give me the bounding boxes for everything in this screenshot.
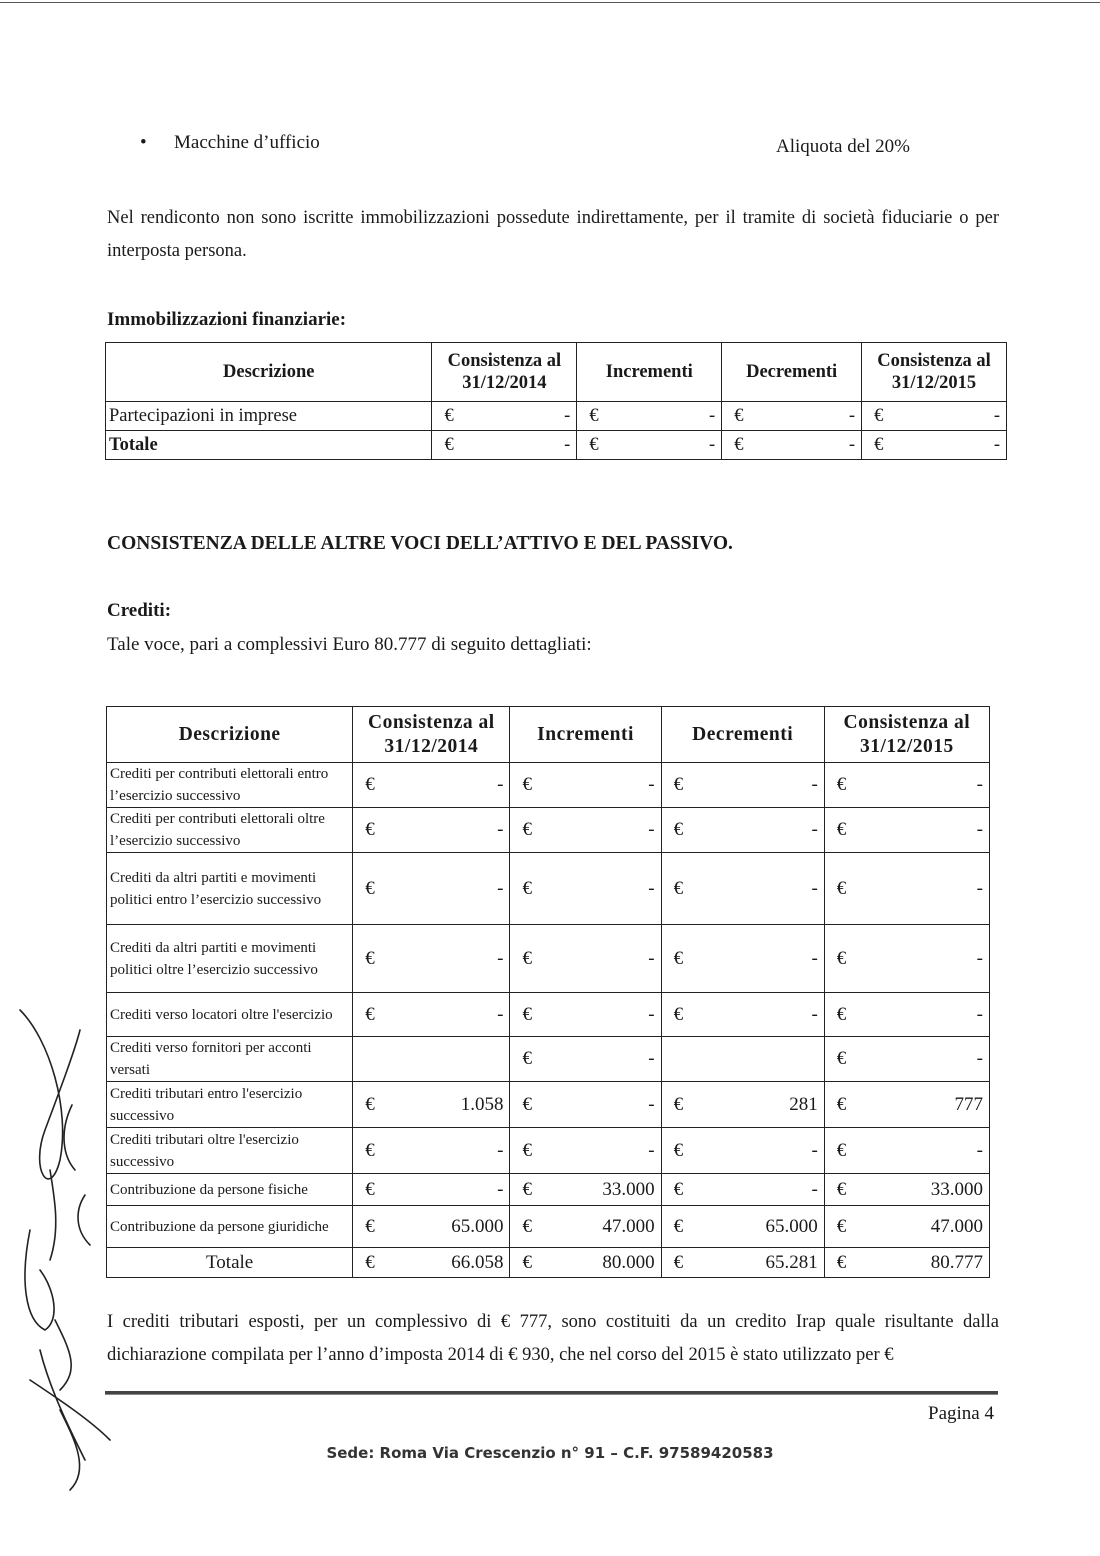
amount-value: - <box>497 1003 504 1025</box>
amount-cell-1 <box>577 402 722 431</box>
amount-value: - <box>709 434 716 455</box>
euro-symbol: € <box>522 1215 532 1237</box>
euro-symbol: € <box>836 1003 847 1025</box>
amount-value: - <box>497 1178 504 1200</box>
paragraph-crediti-tributari: I crediti tributari esposti, per un complessivo di € 777, sono costituiti da un credito Irap quale risultante dalla dichiarazione compilata per l’anno d’imposta 2014 di € 930, che nel corso del 2015 è stato utilizzato per € <box>107 1312 999 1365</box>
top-rule <box>0 2 1100 3</box>
header-decrementi: Decrementi <box>661 707 824 763</box>
euro-symbol: € <box>522 877 532 899</box>
amount-cell-2 <box>722 402 862 431</box>
euro-symbol: € <box>365 1251 375 1273</box>
footer-address: Sede: Roma Via Crescenzio n° 91 – C.F. 97589420583 <box>326 1444 774 1462</box>
amount-cell-0 <box>432 431 577 460</box>
header-incrementi: Incrementi <box>510 707 661 763</box>
amount-cell-0 <box>353 763 510 808</box>
amount-value: - <box>811 1139 818 1161</box>
table-row <box>107 925 990 993</box>
total-row <box>106 431 1007 460</box>
row-description: Crediti da altri partiti e movimenti politici oltre l’esercizio successivo <box>107 925 353 993</box>
amount-value: - <box>648 1048 655 1069</box>
euro-symbol: € <box>673 819 684 840</box>
euro-symbol: € <box>522 1139 532 1161</box>
amount-value: - <box>648 877 655 899</box>
euro-symbol: € <box>673 1139 684 1161</box>
euro-symbol: € <box>365 1178 375 1200</box>
euro-symbol: € <box>836 1215 847 1237</box>
amount-value: - <box>993 405 1000 426</box>
euro-symbol: € <box>522 1093 532 1115</box>
amount-value: - <box>497 819 504 840</box>
amount-cell-0 <box>353 1174 510 1206</box>
amount-value: - <box>497 947 504 969</box>
euro-symbol: € <box>365 947 375 969</box>
page-number: Pagina 4 <box>928 1403 994 1424</box>
amount-cell-1 <box>577 431 722 460</box>
amount-cell-0 <box>353 1128 510 1174</box>
euro-symbol: € <box>673 947 684 969</box>
bullet-label: Macchine d’ufficio <box>174 132 320 153</box>
amount-value: - <box>648 1139 655 1161</box>
euro-symbol: € <box>734 405 744 426</box>
euro-symbol: € <box>365 1139 375 1161</box>
amount-value: - <box>564 405 571 426</box>
euro-symbol: € <box>589 434 599 455</box>
euro-symbol: € <box>522 819 532 840</box>
euro-symbol: € <box>673 877 684 899</box>
crediti-intro: Tale voce, pari a complessivi Euro 80.777 di seguito dettagliati: <box>107 634 592 655</box>
euro-symbol: € <box>836 1048 847 1069</box>
amount-cell-3 <box>824 1248 989 1278</box>
euro-symbol: € <box>522 947 532 969</box>
amount-cell-2 <box>661 925 824 993</box>
amount-cell-2 <box>661 763 824 808</box>
header-incrementi: Incrementi <box>577 343 722 402</box>
amount-cell-2 <box>661 1128 824 1174</box>
euro-symbol: € <box>836 819 847 840</box>
amount-value: 65.000 <box>451 1215 504 1237</box>
amount-cell-3 <box>824 853 989 925</box>
amount-cell-3 <box>824 925 989 993</box>
amount-cell-2 <box>722 431 862 460</box>
amount-cell-3 <box>824 1206 989 1248</box>
amount-cell-0 <box>432 402 577 431</box>
euro-symbol: € <box>836 1139 847 1161</box>
amount-value: 281 <box>789 1093 818 1115</box>
bullet-dot: • <box>140 132 147 153</box>
amount-value: 65.000 <box>765 1215 818 1237</box>
table-row <box>107 853 990 925</box>
amount-value: - <box>497 774 504 795</box>
amount-value: - <box>564 434 571 455</box>
amount-value: - <box>497 1139 504 1161</box>
amount-value: 33.000 <box>930 1178 983 1200</box>
header-descrizione: Descrizione <box>106 343 432 402</box>
row-description: Crediti per contributi elettorali entro l’esercizio successivo <box>107 763 353 808</box>
amount-cell-2 <box>661 853 824 925</box>
amount-value: - <box>497 877 504 899</box>
amount-cell-2 <box>661 1037 824 1082</box>
amount-value: - <box>811 1178 818 1200</box>
table-crediti <box>106 706 990 1278</box>
amount-cell-3 <box>824 1128 989 1174</box>
amount-cell-1 <box>510 763 661 808</box>
euro-symbol: € <box>365 1003 375 1025</box>
row-description: Totale <box>107 1248 353 1278</box>
amount-cell-0 <box>353 1206 510 1248</box>
total-row <box>107 1248 990 1278</box>
amount-cell-1 <box>510 1174 661 1206</box>
euro-symbol: € <box>673 1093 684 1115</box>
amount-cell-1 <box>510 925 661 993</box>
amount-value: - <box>811 877 818 899</box>
header-consistenza-2014: Consistenza al 31/12/2014 <box>432 343 577 402</box>
euro-symbol: € <box>836 1178 847 1200</box>
header-consistenza-2015: Consistenza al 31/12/2015 <box>862 343 1007 402</box>
amount-cell-3 <box>824 993 989 1037</box>
amount-value: - <box>811 819 818 840</box>
amount-cell-3 <box>824 1082 989 1128</box>
amount-cell-2 <box>661 1174 824 1206</box>
euro-symbol: € <box>836 877 847 899</box>
euro-symbol: € <box>673 1251 684 1273</box>
amount-value: 47.000 <box>602 1215 655 1237</box>
amount-value: - <box>848 405 856 426</box>
amount-value: 80.000 <box>602 1251 655 1273</box>
heading-consistenza-altre-voci: CONSISTENZA DELLE ALTRE VOCI DELL’ATTIVO E DEL PASSIVO. <box>107 533 733 554</box>
amount-value: - <box>976 1048 983 1069</box>
amount-value: - <box>811 774 818 795</box>
amount-value: - <box>811 1003 818 1025</box>
amount-cell-3 <box>862 431 1007 460</box>
amount-value: - <box>648 1003 655 1025</box>
amount-value: 777 <box>954 1093 983 1115</box>
header-consistenza-2015: Consistenza al 31/12/2015 <box>824 707 989 763</box>
row-description: Partecipazioni in imprese <box>106 402 432 431</box>
heading-crediti: Crediti: <box>107 600 172 621</box>
amount-cell-2 <box>661 993 824 1037</box>
euro-symbol: € <box>673 774 684 795</box>
bullet-rate: Aliquota del 20% <box>775 136 910 157</box>
amount-cell-1 <box>510 1206 661 1248</box>
amount-value: 80.777 <box>930 1251 983 1273</box>
euro-symbol: € <box>673 1215 684 1237</box>
euro-symbol: € <box>836 774 847 795</box>
row-description: Crediti tributari oltre l'esercizio successivo <box>107 1128 353 1174</box>
amount-cell-0 <box>353 1248 510 1278</box>
amount-cell-2 <box>661 808 824 853</box>
amount-value: 1.058 <box>460 1093 504 1115</box>
amount-cell-0 <box>353 1082 510 1128</box>
amount-value: - <box>648 947 655 969</box>
amount-cell-0 <box>353 808 510 853</box>
euro-symbol: € <box>522 1178 532 1200</box>
row-description: Crediti per contributi elettorali oltre l’esercizio successivo <box>107 808 353 853</box>
euro-symbol: € <box>836 1251 847 1273</box>
row-description: Crediti verso fornitori per acconti versati <box>107 1037 353 1082</box>
amount-cell-3 <box>824 1174 989 1206</box>
amount-value: 65.281 <box>765 1251 818 1273</box>
euro-symbol: € <box>874 405 884 426</box>
amount-cell-1 <box>510 1128 661 1174</box>
euro-symbol: € <box>673 1178 684 1200</box>
table-row <box>107 1037 990 1082</box>
bullet-line <box>140 132 910 157</box>
amount-value: - <box>976 819 983 840</box>
amount-value: - <box>709 405 716 426</box>
amount-cell-1 <box>510 1082 661 1128</box>
row-description: Crediti da altri partiti e movimenti politici entro l’esercizio successivo <box>107 853 353 925</box>
row-description: Totale <box>106 431 432 460</box>
euro-symbol: € <box>522 1251 532 1273</box>
euro-symbol: € <box>522 774 532 795</box>
euro-symbol: € <box>836 1093 847 1115</box>
euro-symbol: € <box>365 877 375 899</box>
amount-cell-3 <box>824 763 989 808</box>
amount-value: - <box>976 1139 983 1161</box>
euro-symbol: € <box>365 1093 375 1115</box>
paragraph-immobilizzazioni: Nel rendiconto non sono iscritte immobilizzazioni possedute indirettamente, per il tramite di società fiduciarie o per interposta persona. <box>107 208 999 261</box>
amount-cell-3 <box>824 1037 989 1082</box>
table-row <box>107 808 990 853</box>
table-row <box>107 763 990 808</box>
amount-value: - <box>993 434 1000 455</box>
header-descrizione: Descrizione <box>107 707 353 763</box>
euro-symbol: € <box>874 434 884 455</box>
amount-cell-3 <box>824 808 989 853</box>
amount-cell-1 <box>510 1248 661 1278</box>
amount-cell-1 <box>510 1037 661 1082</box>
amount-cell-2 <box>661 1082 824 1128</box>
table-row <box>107 1206 990 1248</box>
euro-symbol: € <box>365 1215 375 1237</box>
table-row <box>107 1174 990 1206</box>
amount-cell-0 <box>353 925 510 993</box>
euro-symbol: € <box>734 434 744 455</box>
amount-cell-1 <box>510 853 661 925</box>
euro-symbol: € <box>836 947 847 969</box>
header-decrementi: Decrementi <box>722 343 862 402</box>
euro-symbol: € <box>365 819 375 840</box>
amount-cell-2 <box>661 1206 824 1248</box>
heading-immobilizzazioni-finanziarie: Immobilizzazioni finanziarie: <box>107 309 347 330</box>
table-immobilizzazioni-finanziarie <box>105 342 1007 460</box>
row-description: Crediti verso locatori oltre l'esercizio <box>107 993 353 1037</box>
amount-value: - <box>648 774 655 795</box>
euro-symbol: € <box>522 1003 532 1025</box>
row-description: Contribuzione da persone fisiche <box>107 1174 353 1206</box>
euro-symbol: € <box>522 1048 532 1069</box>
amount-cell-0 <box>353 993 510 1037</box>
amount-value: 33.000 <box>602 1178 655 1200</box>
amount-value: 66.058 <box>451 1251 504 1273</box>
amount-cell-1 <box>510 808 661 853</box>
amount-value: - <box>648 1093 655 1115</box>
euro-symbol: € <box>444 434 454 455</box>
euro-symbol: € <box>444 405 454 426</box>
amount-value: 47.000 <box>930 1215 983 1237</box>
euro-symbol: € <box>589 405 599 426</box>
amount-value: - <box>976 774 983 795</box>
amount-cell-2 <box>661 1248 824 1278</box>
table-row <box>106 402 1007 431</box>
euro-symbol: € <box>673 1003 684 1025</box>
bottom-rule <box>105 1391 998 1395</box>
amount-value: - <box>976 877 983 899</box>
amount-value: - <box>976 947 983 969</box>
handwritten-signature <box>0 990 120 1510</box>
table-row <box>107 1082 990 1128</box>
amount-value: - <box>648 819 655 840</box>
table-row <box>107 1128 990 1174</box>
header-consistenza-2014: Consistenza al 31/12/2014 <box>353 707 510 763</box>
amount-value: - <box>811 947 818 969</box>
table-row <box>107 993 990 1037</box>
amount-value: - <box>848 434 856 455</box>
row-description: Crediti tributari entro l'esercizio successivo <box>107 1082 353 1128</box>
amount-cell-3 <box>862 402 1007 431</box>
amount-value: - <box>976 1003 983 1025</box>
row-description: Contribuzione da persone giuridiche <box>107 1206 353 1248</box>
amount-cell-0 <box>353 1037 510 1082</box>
euro-symbol: € <box>365 774 375 795</box>
amount-cell-0 <box>353 853 510 925</box>
amount-cell-1 <box>510 993 661 1037</box>
